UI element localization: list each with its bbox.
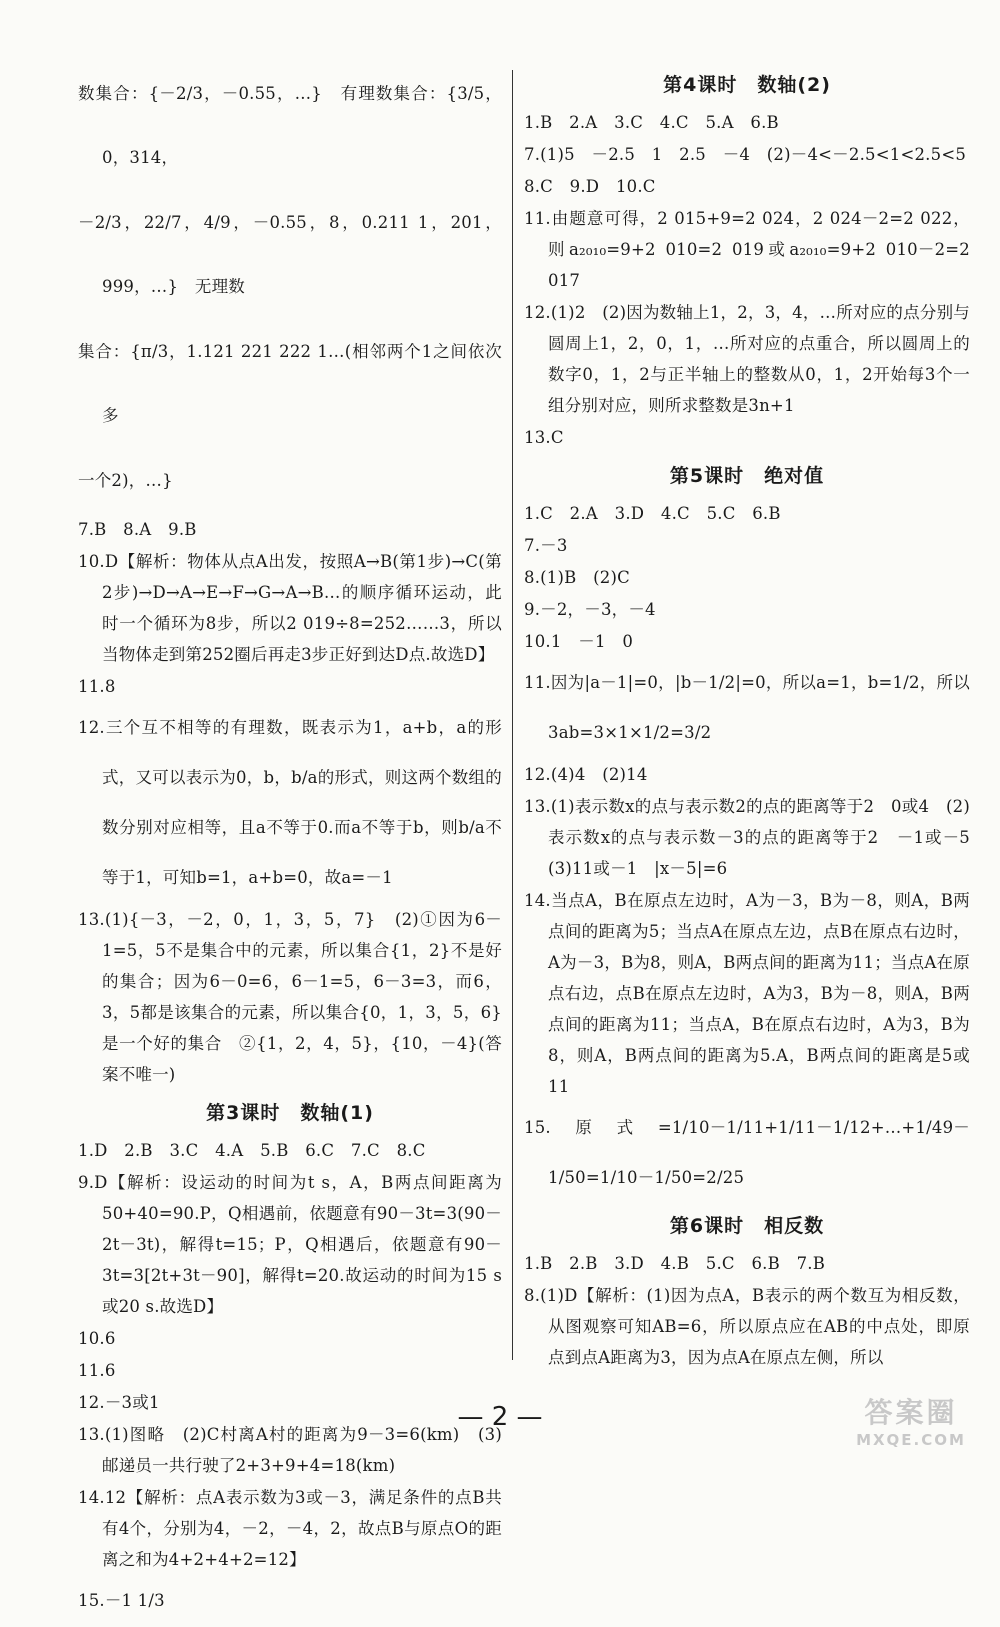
answer-item: 12.三个互不相等的有理数，既表示为1，a+b，a的形式，又可以表示为0，b，b/a的形式，则这两个数组的数分别对应相等，且a不等于0.而a不等于b，则b/a不等于1，可知b=1，a+b=0，故a=－1 bbox=[78, 718, 502, 887]
watermark-logo bbox=[836, 1391, 986, 1451]
section-heading: 第3课时 数轴(1) bbox=[206, 1102, 374, 1124]
answer-item: 9.－2，－3，－4 bbox=[524, 600, 656, 619]
answer-item: 11.由题意可得，2 015+9=2 024，2 024－2=2 022，则a₂₀₁₀=9+2 010=2 019或a₂₀₁₀=9+2 010－2=2 017 bbox=[524, 209, 970, 290]
answer-item: 13.C bbox=[524, 428, 564, 447]
answer-item: 11.因为|a－1|=0，|b－1/2|=0，所以a=1，b=1/2，所以3ab=3×1×1/2=3/2 bbox=[524, 673, 970, 742]
answer-item: 12.(4)4 (2)14 bbox=[524, 765, 648, 784]
answer-item: 7.(1)5 －2.5 1 2.5 －4 (2)－4<－2.5<1<2.5<5 bbox=[524, 145, 967, 164]
answer-item: 数集合：{－2/3，－0.55，…} 有理数集合：{3/5，0，314， bbox=[78, 84, 502, 167]
answer-item: 13.(1){－3，－2，0，1，3，5，7} (2)①因为6－1=5，5不是集合中的元素，所以集合{1，2}不是好的集合；因为6－0=6，6－1=5，6－3=3，而6，3，5都是该集合的元素，所以集合{0，1，3，5，6}是一个好的集合 ②{1，2，4，5}，{10，－4}(答案不唯一) bbox=[78, 910, 502, 1084]
answer-item: 7.B 8.A 9.B bbox=[78, 520, 197, 539]
answer-item: 13.(1)表示数x的点与表示数2的点的距离等于2 0或4 (2)表示数x的点与表示数－3的点的距离等于2 －1或－5 (3)11或－1 |x－5|=6 bbox=[524, 797, 987, 878]
answer-item: 集合：{π/3，1.121 221 222 1…(相邻两个1之间依次多 bbox=[78, 342, 502, 425]
answer-item: 11.8 bbox=[78, 677, 116, 696]
section-heading: 第6课时 相反数 bbox=[669, 1215, 825, 1237]
answer-item: 10.1 －1 0 bbox=[524, 632, 634, 651]
answer-item: 15.原式=1/10－1/11+1/11－1/12+…+1/49－1/50=1/10－1/50=2/25 bbox=[524, 1118, 970, 1187]
watermark-title: 答案圈 bbox=[864, 1396, 958, 1429]
answer-item: 13.(1)图略 (2)C村离A村的距离为9－3=6(km) (3)邮递员一共行驶了2+3+9+4=18(km) bbox=[78, 1425, 502, 1475]
page-number: — 2 — bbox=[457, 1402, 543, 1432]
answer-item: 14.12【解析：点A表示数为3或－3，满足条件的点B共有4个，分别为4，－2，－4，2，故点B与原点O的距离之和为4+2+4+2=12】 bbox=[78, 1488, 502, 1569]
answer-item: 8.(1)B (2)C bbox=[524, 568, 630, 587]
answer-item: 11.6 bbox=[78, 1361, 116, 1380]
section-heading: 第5课时 绝对值 bbox=[669, 465, 825, 487]
answer-item: 8.C 9.D 10.C bbox=[524, 177, 656, 196]
answer-item: 8.(1)D【解析：(1)因为点A，B表示的两个数互为相反数，从图观察可知AB=6，所以原点应在AB的中点处，即原点到点A距离为3，因为点A在原点左侧，所以 bbox=[524, 1286, 970, 1367]
answer-item: 9.D【解析：设运动的时间为t s，A，B两点间距离为50+40=90.P，Q相遇前，依题意有90－3t=3(90－2t－3t)，解得t=15；P，Q相遇后，依题意有90－3t=3[2t+3t－90]，解得t=20.故运动的时间为15 s或20 s.故选D】 bbox=[78, 1173, 502, 1316]
answer-item: 15.－1 1/3 bbox=[78, 1591, 165, 1610]
answer-item: 1.C 2.A 3.D 4.C 5.C 6.B bbox=[524, 504, 781, 523]
right-column bbox=[524, 62, 987, 1374]
answer-item: 一个2)，…} bbox=[78, 471, 173, 490]
answer-item: 1.B 2.A 3.C 4.C 5.A 6.B bbox=[524, 113, 779, 132]
answer-item: 12.－3或1 bbox=[78, 1393, 160, 1412]
answer-item: 1.D 2.B 3.C 4.A 5.B 6.C 7.C 8.C bbox=[78, 1141, 426, 1160]
answer-item: 10.D【解析：物体从点A出发，按照A→B(第1步)→C(第2步)→D→A→E→F→G→A→B…的顺序循环运动，此时一个循环为8步，所以2 019÷8=252……3，所以当物体走到第252圈后再走3步正好到达D点.故选D】 bbox=[78, 552, 502, 664]
left-column bbox=[78, 62, 502, 1627]
answer-item: 12.(1)2 (2)因为数轴上1，2，3，4，…所对应的点分别与圆周上1，2，0，1，…所对应的点重合，所以圆周上的数字0，1，2与正半轴上的整数从0，1，2开始每3个一组分别对应，则所求整数是3n+1 bbox=[524, 303, 970, 415]
answer-item: 7.－3 bbox=[524, 536, 568, 555]
answer-item: 1.B 2.B 3.D 4.B 5.C 6.B 7.B bbox=[524, 1254, 826, 1273]
watermark-url: MXQE.COM bbox=[856, 1431, 966, 1449]
answer-item: 14.当点A，B在原点左边时，A为－3，B为－8，则A，B两点间的距离为5；当点A在原点左边，点B在原点右边时，A为－3，B为8，则A，B两点间的距离为11；当点A在原点右边，点B在原点左边时，A为3，B为－8，则A，B两点间的距离为11；当点A，B在原点右边时，A为3，B为8，则A，B两点间的距离为5.A，B两点间的距离是5或11 bbox=[524, 891, 970, 1096]
answer-item: 10.6 bbox=[78, 1329, 116, 1348]
section-heading: 第4课时 数轴(2) bbox=[663, 74, 831, 96]
column-divider bbox=[512, 70, 513, 1360]
answer-item: －2/3，22/7，4/9，－0.55，8，0.211 1，201，999，…} 无理数 bbox=[78, 213, 502, 296]
